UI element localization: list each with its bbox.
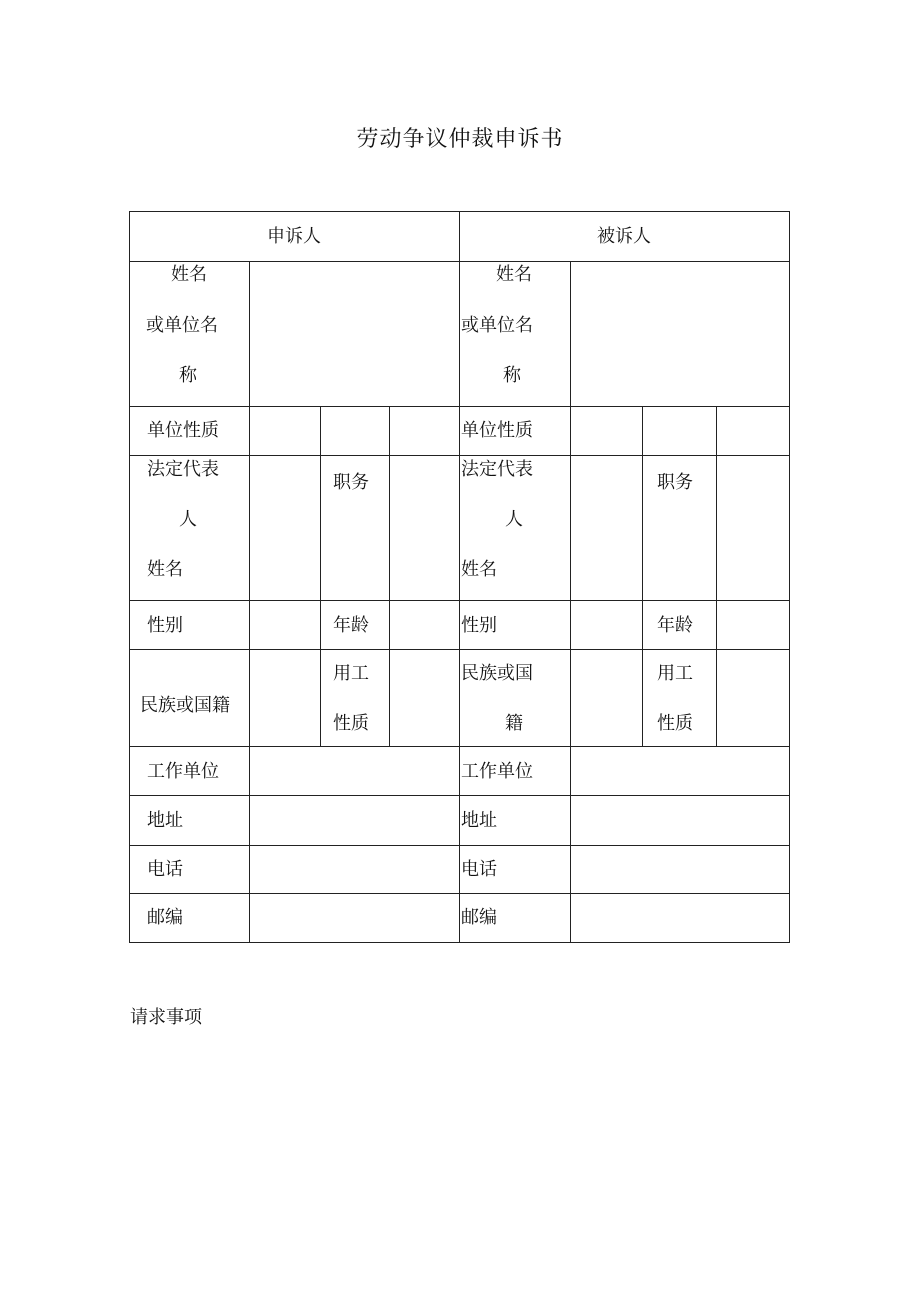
respondent-postcode-label: 邮编 (461, 907, 497, 928)
col-line (129, 211, 130, 943)
respondent-employment-label: 性质 (657, 713, 693, 734)
document-title: 劳动争议仲裁申诉书 (356, 127, 564, 152)
col-line (642, 406, 643, 747)
respondent-workplace-label: 工作单位 (461, 761, 533, 782)
col-line (320, 406, 321, 747)
applicant-postcode-label: 邮编 (147, 907, 183, 928)
applicant-name-label: 姓名 (171, 264, 207, 285)
respondent-legal-rep-label: 法定代表 (461, 459, 533, 480)
respondent-legal-rep-label: 姓名 (461, 559, 497, 580)
applicant-address-label: 地址 (147, 810, 183, 831)
applicant-position-label: 职务 (333, 472, 369, 493)
applicant-gender-label: 性别 (147, 615, 183, 636)
respondent-name-label: 或单位名 (461, 315, 533, 336)
applicant-age-label: 年龄 (333, 615, 369, 636)
respondent-unit-nature-label: 单位性质 (461, 420, 533, 441)
col-line (716, 406, 717, 747)
respondent-ethnicity-label: 籍 (505, 713, 523, 734)
applicant-workplace-label: 工作单位 (147, 761, 219, 782)
respondent-position-label: 职务 (657, 472, 693, 493)
col-line (389, 406, 390, 747)
applicant-ethnicity-label: 民族或国籍 (140, 695, 230, 716)
col-line (459, 211, 460, 943)
applicant-employment-label: 性质 (333, 713, 369, 734)
applicant-name-label: 或单位名 (146, 315, 218, 336)
applicant-legal-rep-label: 人 (179, 509, 197, 530)
respondent-age-label: 年龄 (657, 615, 693, 636)
applicant-employment-label: 用工 (333, 663, 369, 684)
request-section-heading: 请求事项 (130, 1007, 202, 1028)
respondent-legal-rep-label: 人 (505, 509, 523, 530)
applicant-legal-rep-label: 法定代表 (147, 459, 219, 480)
applicant-name-label: 称 (179, 365, 197, 386)
respondent-name-label: 姓名 (496, 264, 532, 285)
respondent-ethnicity-label: 民族或国 (461, 663, 533, 684)
applicant-legal-rep-label: 姓名 (147, 559, 183, 580)
respondent-employment-label: 用工 (657, 663, 693, 684)
col-line (570, 261, 571, 943)
respondent-name-label: 称 (503, 365, 521, 386)
applicant-phone-label: 电话 (147, 859, 183, 880)
col-line (249, 261, 250, 943)
respondent-phone-label: 电话 (461, 859, 497, 880)
respondent-header: 被诉人 (597, 226, 651, 247)
respondent-gender-label: 性别 (461, 615, 497, 636)
applicant-header: 申诉人 (267, 226, 321, 247)
col-line (789, 211, 790, 943)
respondent-address-label: 地址 (461, 810, 497, 831)
applicant-unit-nature-label: 单位性质 (147, 420, 219, 441)
